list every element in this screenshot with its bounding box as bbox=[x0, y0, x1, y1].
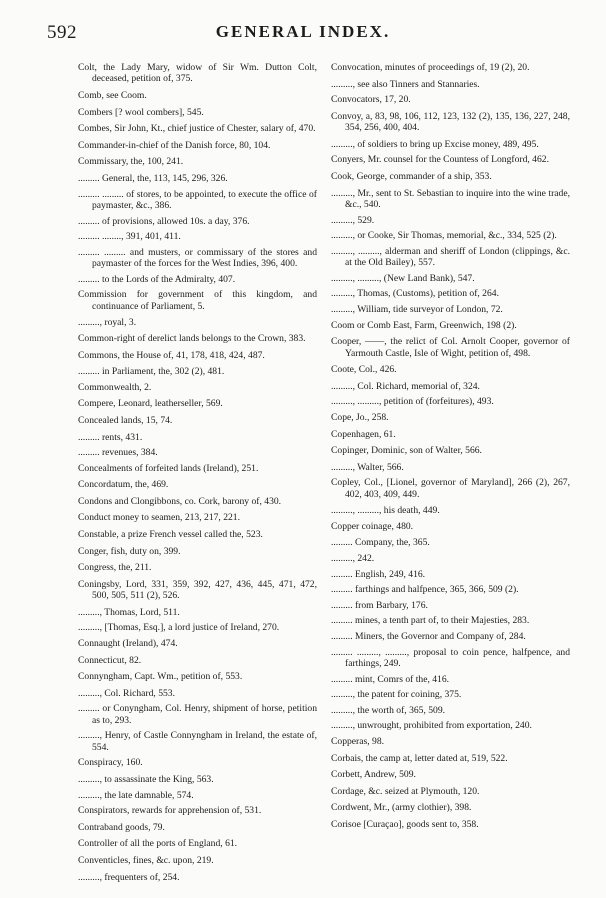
index-entry: ........., Walter, 566. bbox=[331, 461, 404, 473]
index-entry: Coom or Comb East, Farm, Greenwich, 198 (2). bbox=[331, 319, 517, 331]
index-entry: Cook, George, commander of a ship, 353. bbox=[331, 170, 492, 182]
index-entry: ......... Company, the, 365. bbox=[331, 537, 430, 549]
index-entry: ........., Henry, of Castle Connyngham in Ireland, the estate of, 554. bbox=[78, 730, 317, 753]
index-entry: ........., of soldiers to bring up Excise money, 489, 495. bbox=[331, 138, 539, 150]
running-title: GENERAL INDEX. bbox=[215, 22, 391, 41]
index-entry: Colt, the Lady Mary, widow of Sir Wm. Dutton Colt, deceased, petition of, 375. bbox=[78, 62, 317, 85]
index-entry: Corisoe [Curaçao], goods sent to, 358. bbox=[331, 818, 479, 830]
index-entry: Cooper, ——, the relict of Col. Arnolt Cooper, governor of Yarmouth Castle, Isle of Wight, petition of, 498. bbox=[331, 336, 570, 359]
index-entry: ......... to the Lords of the Admiralty, 407. bbox=[78, 273, 236, 285]
index-entry: ......... rents, 431. bbox=[78, 431, 143, 443]
index-entry: Conger, fish, duty on, 399. bbox=[78, 545, 181, 557]
index-entry: Copper coinage, 480. bbox=[331, 520, 414, 532]
index-entry: ........., to assassinate the King, 563. bbox=[78, 774, 214, 785]
index-entry: ......... of provisions, allowed 10s. a day, 376. bbox=[78, 215, 250, 227]
index-entry: ........., ........., his death, 449. bbox=[331, 505, 440, 517]
index-entry: ......... or Conyngham, Col. Henry, shipment of horse, petition as to, 293. bbox=[78, 703, 317, 726]
index-entry: ........., or Cooke, Sir Thomas, memorial, &c., 334, 525 (2). bbox=[331, 230, 557, 242]
index-entry: ........., ........., petition of (forfeitures), 493. bbox=[331, 396, 494, 408]
index-entry: ......... farthings and halfpence, 365, 366, 509 (2). bbox=[331, 584, 519, 596]
index-entry: Cordage, &c. seized at Plymouth, 120. bbox=[331, 785, 480, 797]
index-entry: Commonwealth, 2. bbox=[78, 381, 152, 393]
index-entry: Combers [? wool combers], 545. bbox=[78, 106, 204, 118]
index-entry: ......... General, the, 113, 145, 296, 326. bbox=[78, 172, 228, 184]
index-entry: ........., 529. bbox=[331, 214, 375, 226]
index-entry: Conyers, Mr. counsel for the Countess of Longford, 462. bbox=[331, 154, 549, 166]
index-entry: Commander-in-chief of the Danish force, 80, 104. bbox=[78, 139, 271, 151]
index-entry: ......... ......... and musters, or commissary of the stores and paymaster of the forces for the West Indies, 396, 400. bbox=[78, 246, 317, 270]
index-entry: Combes, Sir John, Kt., chief justice of Chester, salary of, 470. bbox=[78, 123, 316, 135]
index-entry: Copperas, 98. bbox=[331, 736, 385, 747]
index-entry: ........., 242. bbox=[331, 553, 375, 565]
index-entry: ......... from Barbary, 176. bbox=[331, 599, 428, 611]
index-entry: Cordwent, Mr., (army clothier), 398. bbox=[331, 802, 472, 814]
index-entry: ........., Thomas, (Customs), petition of, 264. bbox=[331, 288, 499, 300]
index-entry: ......... revenues, 384. bbox=[78, 447, 158, 459]
index-entry: ........., Col. Richard, 553. bbox=[78, 687, 175, 699]
index-entry: Concealments of forfeited lands (Ireland), 251. bbox=[78, 462, 259, 474]
index-entry: ......... ........., ........., proposal to coin pence, halfpence, and farthings, 249. bbox=[331, 646, 570, 670]
index-entry: ........., ........., (New Land Bank), 547. bbox=[331, 272, 475, 284]
index-entry: Concordatum, the, 469. bbox=[78, 479, 169, 491]
index-entry: ........., Thomas, Lord, 511. bbox=[78, 606, 180, 618]
index-entry: Comb, see Coom. bbox=[78, 90, 147, 101]
index-entry: ........., the worth of, 365, 509. bbox=[331, 704, 446, 716]
index-entry: ........., royal, 3. bbox=[78, 317, 137, 329]
index-entry: ........., [Thomas, Esq.], a lord justice of Ireland, 270. bbox=[78, 622, 280, 634]
index-entry: Copley, Col., [Lionel, governor of Maryland], 266 (2), 267, 402, 403, 409, 449. bbox=[331, 477, 570, 500]
index-entry: Connaught (Ireland), 474. bbox=[78, 638, 178, 650]
index-entry: ........., Mr., sent to St. Sebastian to inquire into the wine trade, &c., 540. bbox=[331, 187, 570, 210]
index-entry: Connecticut, 82. bbox=[78, 654, 142, 666]
index-entry: ......... mint, Comrs of the, 416. bbox=[331, 673, 450, 685]
index-entry: Conduct money to seamen, 213, 217, 221. bbox=[78, 512, 241, 524]
index-entry: Convocation, minutes of proceedings of, 19 (2), 20. bbox=[331, 62, 530, 73]
index-entry: Contraband goods, 79. bbox=[78, 821, 165, 833]
index-entry: Conspiracy, 160. bbox=[78, 757, 143, 769]
index-entry: Convocators, 17, 20. bbox=[331, 94, 411, 106]
index-entry: ........., the late damnable, 574. bbox=[78, 789, 194, 801]
index-entry: ......... mines, a tenth part of, to their Majesties, 283. bbox=[331, 615, 530, 627]
index-entry: Congress, the, 211. bbox=[78, 562, 152, 574]
left-column bbox=[78, 62, 317, 887]
index-entry: ........., unwrought, prohibited from exportation, 240. bbox=[331, 720, 532, 732]
index-entry: ........., ........., alderman and sheriff of London (clippings, &c. at the Old Bailey), 557. bbox=[331, 245, 570, 269]
index-entry: Cope, Jo., 258. bbox=[331, 411, 389, 423]
index-entry: Coote, Col., 426. bbox=[331, 364, 397, 376]
index-entry: ......... ......... of stores, to be appointed, to execute the office of paymaster, &c., 386. bbox=[78, 188, 317, 211]
index-entry: Common-right of derelict lands belongs to the Crown, 383. bbox=[78, 332, 306, 344]
page-header bbox=[0, 0, 606, 60]
index-entry: ......... in Parliament, the, 302 (2), 481. bbox=[78, 366, 225, 378]
index-entry: Corbais, the camp at, letter dated at, 519, 522. bbox=[331, 752, 508, 764]
index-entry: ........., William, tide surveyor of London, 72. bbox=[331, 303, 503, 315]
page-number: 592 bbox=[47, 22, 77, 43]
index-entry: Connyngham, Capt. Wm., petition of, 553. bbox=[78, 671, 243, 683]
index-entry: Corbett, Andrew, 509. bbox=[331, 769, 416, 781]
index-entry: ......... English, 249, 416. bbox=[331, 568, 426, 580]
index-entry: ........., Col. Richard, memorial of, 324. bbox=[331, 380, 480, 392]
index-entry: Conspirators, rewards for apprehension of, 531. bbox=[78, 805, 262, 817]
index-entry: Coningsby, Lord, 331, 359, 392, 427, 436, 445, 471, 472, 500, 505, 511 (2), 526. bbox=[78, 578, 317, 602]
index-entry: Commons, the House of, 41, 178, 418, 424, 487. bbox=[78, 349, 265, 361]
index-entry: Controller of all the ports of England, 61. bbox=[78, 838, 238, 850]
right-column bbox=[331, 62, 570, 836]
index-entry: ........., frequenters of, 254. bbox=[78, 871, 180, 883]
index-entry: ........., see also Tinners and Stannaries. bbox=[331, 78, 480, 90]
index-entry: Condons and Clongibbons, co. Cork, barony of, 430. bbox=[78, 495, 282, 507]
index-entry: Constable, a prize French vessel called the, 523. bbox=[78, 529, 263, 541]
index-entry: ......... ........, 391, 401, 411. bbox=[78, 231, 181, 243]
index-entry: Commission for government of this kingdom, and continuance of Parliament, 5. bbox=[78, 289, 317, 312]
index-entry: Conventicles, fines, &c. upon, 219. bbox=[78, 854, 214, 866]
index-entry: ........., the patent for coining, 375. bbox=[331, 689, 462, 701]
index-entry: ......... Miners, the Governor and Company of, 284. bbox=[331, 631, 526, 643]
index-entry: Commissary, the, 100, 241. bbox=[78, 156, 184, 168]
index-entry: Copinger, Dominic, son of Walter, 566. bbox=[331, 445, 482, 457]
index-entry: Concealed lands, 15, 74. bbox=[78, 414, 173, 426]
index-columns bbox=[78, 62, 568, 882]
index-entry: Compere, Leonard, leatherseller, 569. bbox=[78, 398, 223, 410]
index-entry: Copenhagen, 61. bbox=[331, 428, 396, 440]
index-entry: Convoy, a, 83, 98, 106, 112, 123, 132 (2), 135, 136, 227, 248, 354, 256, 400, 404. bbox=[331, 110, 570, 134]
